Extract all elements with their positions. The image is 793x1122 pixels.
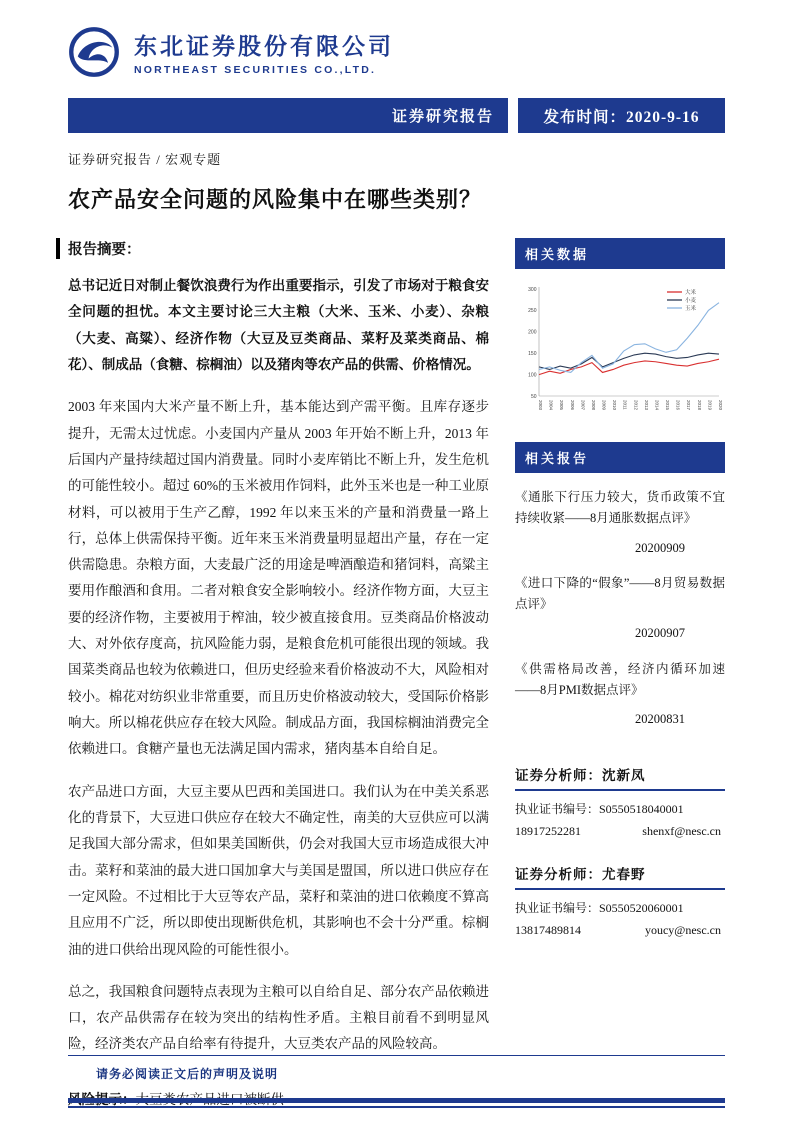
analyst-email-link[interactable]: youcy@nesc.cn bbox=[644, 923, 721, 938]
analyst-email-link[interactable]: shenxf@nesc.cn bbox=[642, 824, 721, 839]
summary-paragraph: 农产品进口方面，大豆主要从巴西和美国进口。我们认为在中美关系恶化的背景下，大豆进口供应存在较大不确定性，南美的大豆供应可以满足我国大部分需求，但如果美国断供，仍会对我国大豆市场造成很大冲击。菜籽和菜油的最大进口国加拿大与美国是盟国，所以进口供应存在一定风险。不过相比于大豆等农产品，菜籽和菜油的进口依赖度不算高且应用不广泛，所以即使出现断供危机，其影响也不会十分严重。棕榈油的进口供给出现风险的可能性很小。 bbox=[68, 783, 489, 957]
summary-paragraph: 2003 年来国内大米产量不断上升，基本能达到产需平衡。且库存逐步提升，无需太过忧虑。小麦国内产量从 2003 年开始不断上升，2013 年后国内产量持续超过国内消费量。同时小麦库销比不断上升，发生危机的可能性较小。超过 60%的玉米被用作饲料，此外玉米也是一种工业原材料，可以被用于生产乙醇，1992 年以来玉米的产量和消费量一路上行，总体上供需保持平衡。近年来玉米消费量明显超出产量，存在一定供需隐患。杂粮方面，大麦最广泛的用途是啤酒酿造和猪饲料，高粱主要用作酿酒和食用。二者对粮食安全影响较小。经济作物方面，大豆主要的经济作物，主要被用于榨油，较少被直接食用。豆类商品价格波动大、对外依存度高，抗风险能力弱，是粮食危机可能很出现的领域。我国菜类商品也较为依赖进口，但历史经验来看价格波动不大，风险相对较小。棉花对纺织业非常重要，而且历史价格波动较大，受国际价格影响大。所以棉花供应存在较大风险。制成品方面，我国棕榈油消费完全依赖进口。食糖产量也无法满足国内需求，猪肉基本自给自足。 bbox=[68, 399, 489, 757]
banner-row bbox=[68, 98, 725, 133]
svg-text:150: 150 bbox=[528, 351, 537, 357]
price-line-chart bbox=[515, 279, 725, 434]
summary-paragraph: 总书记近日对制止餐饮浪费行为作出重要指示，引发了市场对于粮食安全问题的担忧。本文主要讨论三大主粮（大米、玉米、小麦）、杂粮（大麦、高粱）、经济作物（大豆及豆类商品、菜籽及菜类商品、棉花）、制成品（食糖、棕榈油）以及猪肉等农产品的供需、价格情况。 bbox=[68, 278, 489, 372]
svg-text:2015: 2015 bbox=[665, 400, 671, 411]
related-data-header: 相关数据 bbox=[515, 238, 725, 269]
analyst-name: 证券分析师：沈新凤 bbox=[515, 764, 725, 791]
summary-heading: 报告摘要： bbox=[56, 238, 489, 259]
publish-date-banner: 发布时间：2020-9-16 bbox=[518, 98, 725, 133]
summary-paragraph: 总之，我国粮食问题特点表现为主粮可以自给自足、部分农产品依赖进口，农产品供需存在较为突出的结构性矛盾。主粮目前看不到明显风险，经济类农产品自给率有待提升，大豆类农产品的风险较高。 bbox=[68, 983, 489, 1052]
related-reports-list bbox=[515, 487, 725, 730]
footer-rule bbox=[68, 1055, 725, 1056]
brand-header bbox=[68, 0, 725, 78]
svg-text:2020: 2020 bbox=[718, 400, 723, 411]
svg-text:200: 200 bbox=[528, 329, 537, 336]
svg-text:2016: 2016 bbox=[675, 400, 681, 411]
svg-text:2009: 2009 bbox=[601, 400, 607, 411]
svg-text:2007: 2007 bbox=[580, 400, 586, 411]
svg-text:300: 300 bbox=[528, 286, 537, 293]
sidebar bbox=[515, 238, 725, 1108]
svg-text:2005: 2005 bbox=[559, 400, 565, 411]
company-name-cn: 东北证券股份有限公司 bbox=[134, 34, 394, 59]
svg-text:大米: 大米 bbox=[685, 290, 697, 296]
svg-text:2003: 2003 bbox=[538, 400, 543, 411]
svg-text:2004: 2004 bbox=[548, 400, 554, 411]
report-item bbox=[515, 487, 725, 559]
svg-text:50: 50 bbox=[530, 393, 537, 400]
svg-text:小麦: 小麦 bbox=[685, 298, 697, 304]
related-data-chart bbox=[515, 269, 725, 442]
report-title: 《进口下降的“假象”——8月贸易数据点评》 bbox=[515, 575, 725, 611]
summary-column bbox=[68, 238, 489, 1108]
company-name-en: NORTHEAST SECURITIES CO.,LTD. bbox=[134, 64, 377, 76]
svg-text:2017: 2017 bbox=[686, 400, 692, 411]
analyst-contact bbox=[515, 923, 725, 938]
report-date: 20200907 bbox=[635, 626, 685, 641]
svg-text:2008: 2008 bbox=[590, 400, 596, 411]
page-footer bbox=[68, 1055, 725, 1108]
report-date: 20200831 bbox=[635, 712, 685, 726]
svg-text:2012: 2012 bbox=[633, 400, 639, 411]
svg-text:2006: 2006 bbox=[569, 400, 575, 411]
footer-disclaimer: 请务必阅读正文后的声明及说明 bbox=[96, 1067, 279, 1081]
company-logo-icon bbox=[68, 26, 120, 78]
analyst-block bbox=[515, 764, 725, 839]
svg-text:100: 100 bbox=[528, 372, 537, 379]
report-type-banner: 证券研究报告 bbox=[68, 98, 508, 133]
report-item bbox=[515, 573, 725, 645]
footer-thick-line bbox=[68, 1098, 725, 1103]
analyst-cert: 执业证书编号：S0550518040001 bbox=[515, 802, 684, 817]
svg-text:250: 250 bbox=[528, 308, 537, 315]
related-reports-header: 相关报告 bbox=[515, 442, 725, 473]
svg-text:2018: 2018 bbox=[696, 400, 702, 411]
footer-thin-line bbox=[68, 1106, 725, 1108]
svg-text:2010: 2010 bbox=[612, 400, 618, 411]
main-content bbox=[68, 238, 725, 1108]
report-title: 《通胀下行压力较大，货币政策不宜持续收紧——8月通胀数据点评》 bbox=[515, 490, 725, 526]
company-name-block bbox=[134, 28, 394, 76]
analyst-cert: 执业证书编号：S0550520060001 bbox=[515, 901, 684, 916]
analyst-phone: 18917252281 bbox=[515, 824, 581, 839]
page-title: 农产品安全问题的风险集中在哪些类别？ bbox=[68, 187, 483, 212]
report-title: 《供需格局改善，经济内循环加速 ——8月PMI数据点评》 bbox=[515, 661, 725, 697]
report-item bbox=[515, 659, 725, 731]
svg-text:2014: 2014 bbox=[654, 400, 660, 411]
svg-text:2011: 2011 bbox=[622, 400, 628, 410]
analyst-contact bbox=[515, 824, 725, 839]
analyst-name: 证券分析师：尤春野 bbox=[515, 863, 725, 890]
svg-text:玉米: 玉米 bbox=[685, 306, 697, 312]
svg-text:2019: 2019 bbox=[707, 400, 713, 411]
svg-text:2013: 2013 bbox=[643, 400, 649, 411]
analyst-phone: 13817489814 bbox=[515, 923, 581, 938]
analyst-block bbox=[515, 863, 725, 938]
breadcrumb: 证券研究报告 / 宏观专题 bbox=[68, 152, 222, 167]
report-date: 20200909 bbox=[635, 540, 685, 555]
